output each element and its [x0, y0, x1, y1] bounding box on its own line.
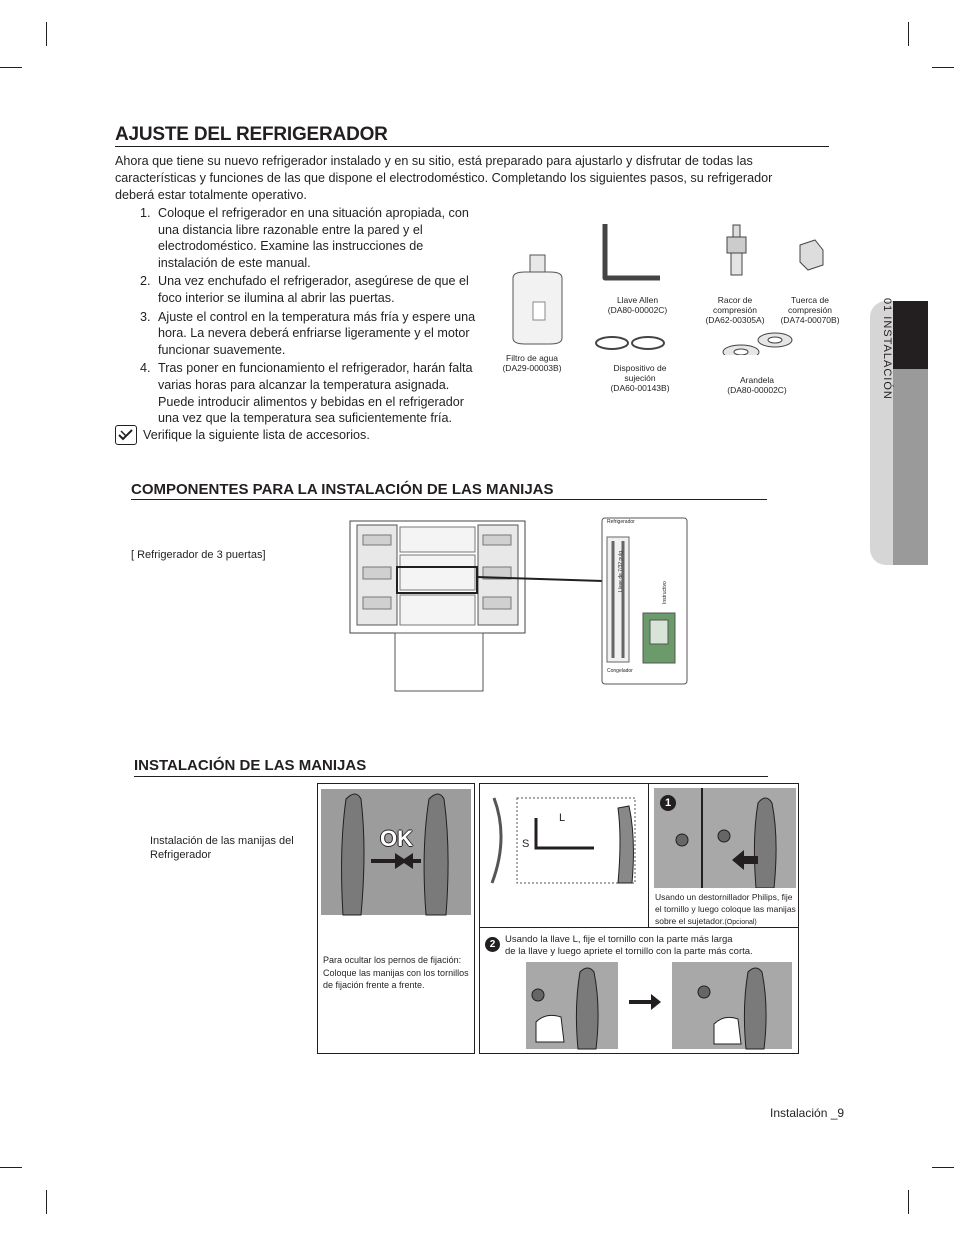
compression-fitting-icon [727, 225, 746, 275]
section-title: AJUSTE DEL REFRIGERADOR [115, 124, 388, 145]
step-text: Coloque el refrigerador en una situación apropiada, con una distancia libre razonable entre la pared y el electrodoméstico. Examine las instrucciones de instalación de este manual. [158, 206, 469, 270]
install-caption: Instalación de las manijas del Refrigerador [150, 835, 294, 861]
accessory-name: Filtro de agua [506, 353, 558, 363]
title-rule [115, 146, 829, 147]
ok-label: OK [380, 826, 413, 851]
water-filter-icon [513, 255, 562, 344]
hide-bolts-text: Para ocultar los pernos de fijación: Coloque las manijas con los tornillos de fijación frente a frente. [323, 955, 469, 990]
detail-label-device: Instructivo [662, 581, 668, 604]
side-tab-marker [893, 301, 928, 369]
detail-label-top: Refrigerador [607, 519, 635, 525]
section-title: INSTALACIÓN DE LAS MANIJAS [134, 757, 367, 774]
accessory-code: (DA80-00002C) [607, 305, 668, 315]
detail-label-key: Llave de 7/32 pulg. [618, 549, 624, 592]
step-text: Ajuste el control en la temperatura más fría y espere una hora. La nevera deberá enfriarse ligeramente y el motor funcionar suavemente. [158, 309, 476, 357]
crop-mark [0, 1167, 22, 1168]
accessory-label [722, 375, 792, 395]
accessory-name: Llave Allen [616, 295, 659, 305]
tightening-illustration [526, 962, 796, 1050]
crop-mark [46, 22, 47, 46]
note-text: Verifique la siguiente lista de accesorios. [143, 428, 370, 442]
accessory-label [497, 353, 567, 373]
step-number: 3. [140, 309, 151, 324]
washer-icon [723, 333, 792, 355]
accessory-code: (DA60-00143B) [610, 383, 670, 393]
panel-divider [648, 783, 649, 927]
crop-mark [908, 22, 909, 46]
diagram-caption: [ Refrigerador de 3 puertas] [131, 549, 266, 561]
step-number: 4. [140, 361, 151, 376]
note [115, 425, 515, 445]
intro-paragraph: Ahora que tiene su nuevo refrigerador instalado y en su sitio, está preparado para ajustarlo y disfrutar de todas las características y funciones de las que dispone el electrodoméstico. Completando los siguientes pasos, su refrigerador deberá estar totalmente operativo. [115, 154, 773, 202]
handles-illustration [321, 789, 471, 919]
crop-mark [932, 1167, 954, 1168]
title-rule [131, 499, 767, 500]
step-number: 1. [140, 206, 151, 220]
step2-text [505, 934, 795, 958]
accessory-label [605, 363, 675, 393]
title-rule [134, 776, 768, 777]
section-title: COMPONENTES PARA LA INSTALACIÓN DE LAS MANIJAS [131, 481, 554, 498]
accessory-code: (DA29-00003B) [502, 363, 562, 373]
side-tab-band [893, 369, 928, 565]
refrigerator-diagram [345, 515, 695, 695]
accessory-code: (DA74-00070B) [780, 315, 840, 325]
step-text: Tras poner en funcionamiento el refrigerador, harán falta varias horas para alcanzar la temperatura asignada. Puede introducir alimentos y bebidas en el refrigerador una vez que la temperatura sea suficientemente fría. [158, 361, 473, 426]
side-tab-label: 01 INSTALACIÓN [881, 298, 893, 400]
accessory-code: (DA80-00002C) [727, 385, 787, 395]
step2-badge: 2 [485, 937, 500, 952]
step-item [140, 273, 485, 306]
compression-nut-icon [800, 240, 823, 270]
key-label-short: S [522, 838, 530, 850]
step1-text [655, 891, 797, 929]
step2-line: de la llave y luego apriete el tornillo con la parte más corta. [505, 946, 753, 957]
steps-list [140, 205, 485, 429]
step-text: Una vez enchufado el refrigerador, asegúrese de que el foco interior se ilumina al abrir las puertas. [158, 274, 469, 305]
step-item [140, 309, 485, 359]
step1-optional: (Opcional) [724, 919, 757, 926]
accessory-name: Dispositivo de sujeción [613, 363, 667, 383]
step1-badge: 1 [660, 795, 676, 811]
page-footer: Instalación _9 [770, 1106, 845, 1120]
crop-mark [0, 67, 22, 68]
accessory-code: (DA62-00305A) [705, 315, 765, 325]
accessory-name: Arandela [739, 375, 775, 385]
step1-instruction: Usando un destornillador Philips, fije el tornillo y luego coloque las manijas sobre el sujetador. [655, 892, 796, 926]
step-item [140, 205, 485, 271]
l-key-illustration [484, 788, 644, 888]
accessory-label [700, 295, 770, 325]
clip-icon [596, 337, 664, 349]
step2-line: Usando la llave L, fije el tornillo con la parte más larga [505, 934, 733, 945]
key-label-long: L [559, 812, 566, 824]
accessory-name: Racor de compresión [713, 295, 757, 315]
step-item [140, 360, 485, 426]
step-number: 2. [140, 274, 151, 289]
accessory-label [775, 295, 845, 325]
detail-label-bottom: Congelador [607, 668, 633, 674]
crop-mark [932, 67, 954, 68]
checklist-icon [115, 425, 137, 445]
allen-key-icon [605, 224, 660, 278]
accessories-illustration [505, 220, 845, 355]
crop-mark [908, 1190, 909, 1214]
accessory-name: Tuerca de compresión [788, 295, 832, 315]
accessory-label [600, 295, 675, 315]
crop-mark [46, 1190, 47, 1214]
